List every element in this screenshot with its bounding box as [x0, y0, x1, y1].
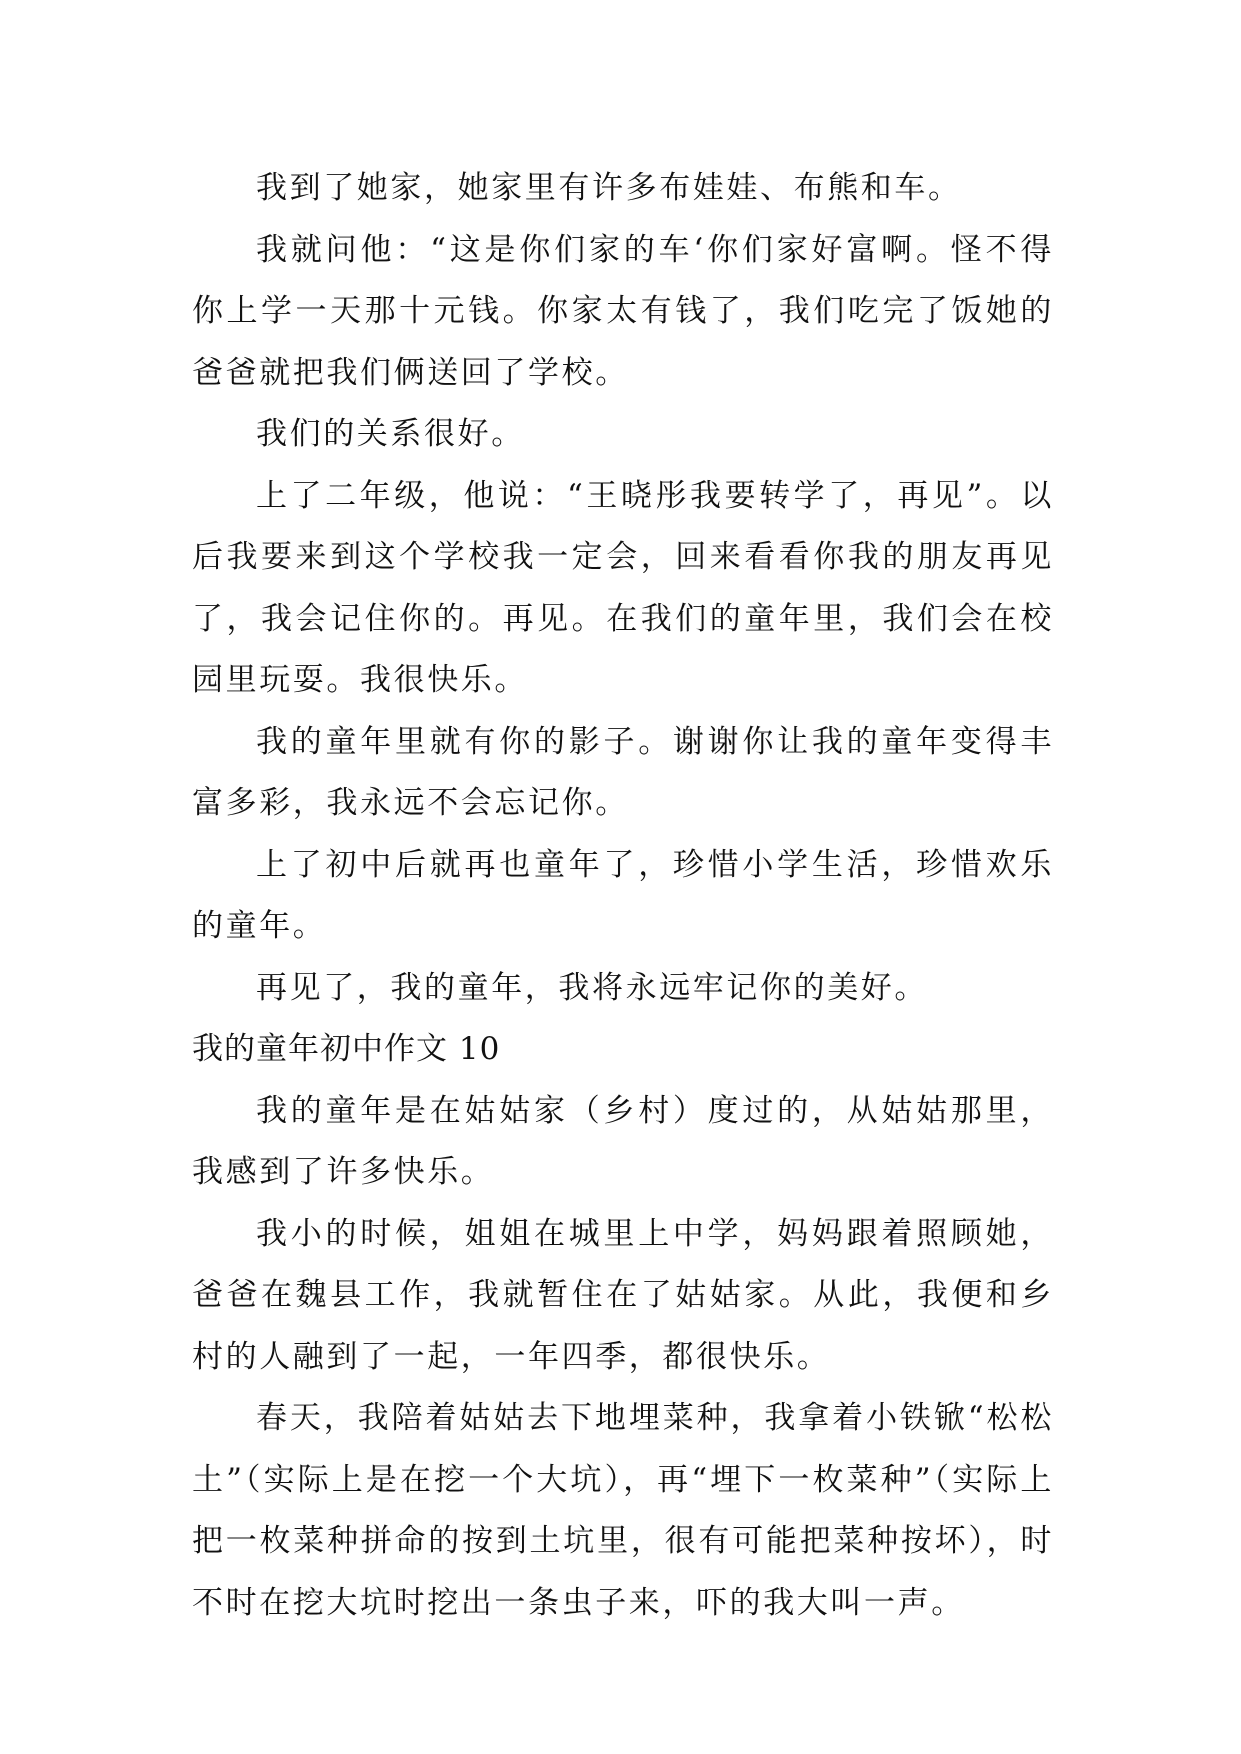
paragraph: 上了初中后就再也童年了，珍惜小学生活，珍惜欢乐的童年。	[192, 846, 1054, 944]
section-heading: 我的童年初中作文 10	[192, 1031, 501, 1067]
document-body	[192, 158, 1054, 1634]
paragraph: 我小的时候，姐姐在城里上中学，妈妈跟着照顾她，爸爸在魏县工作，我就暂住在了姑姑家。从此，我便和乡村的人融到了一起，一年四季，都很快乐。	[192, 1215, 1054, 1375]
paragraph: 上了二年级，他说：“王晓彤我要转学了，再见”。以后我要来到这个学校我一定会，回来看看你我的朋友再见了，我会记住你的。再见。在我们的童年里，我们会在校园里玩耍。我很快乐。	[192, 477, 1054, 698]
paragraph: 我们的关系很好。	[256, 416, 525, 452]
paragraph: 我的童年里就有你的影子。谢谢你让我的童年变得丰富多彩，我永远不会忘记你。	[192, 723, 1054, 821]
paragraph: 春天，我陪着姑姑去下地埋菜种，我拿着小铁锨“松松土”（实际上是在挖一个大坑），再“埋下一枚菜种”（实际上把一枚菜种拼命的按到土坑里，很有可能把菜种按坏），时不时在挖大坑时挖出一条虫子来，吓的我大叫一声。	[192, 1400, 1054, 1621]
paragraph: 我就问他：“这是你们家的车‘你们家好富啊。怪不得你上学一天那十元钱。你家太有钱了，我们吃完了饭她的爸爸就把我们俩送回了学校。	[192, 231, 1054, 391]
paragraph: 我到了她家，她家里有许多布娃娃、布熊和车。	[256, 170, 962, 206]
paragraph: 我的童年是在姑姑家（乡村）度过的，从姑姑那里，我感到了许多快乐。	[192, 1092, 1054, 1190]
paragraph: 再见了，我的童年，我将永远牢记你的美好。	[256, 969, 928, 1006]
